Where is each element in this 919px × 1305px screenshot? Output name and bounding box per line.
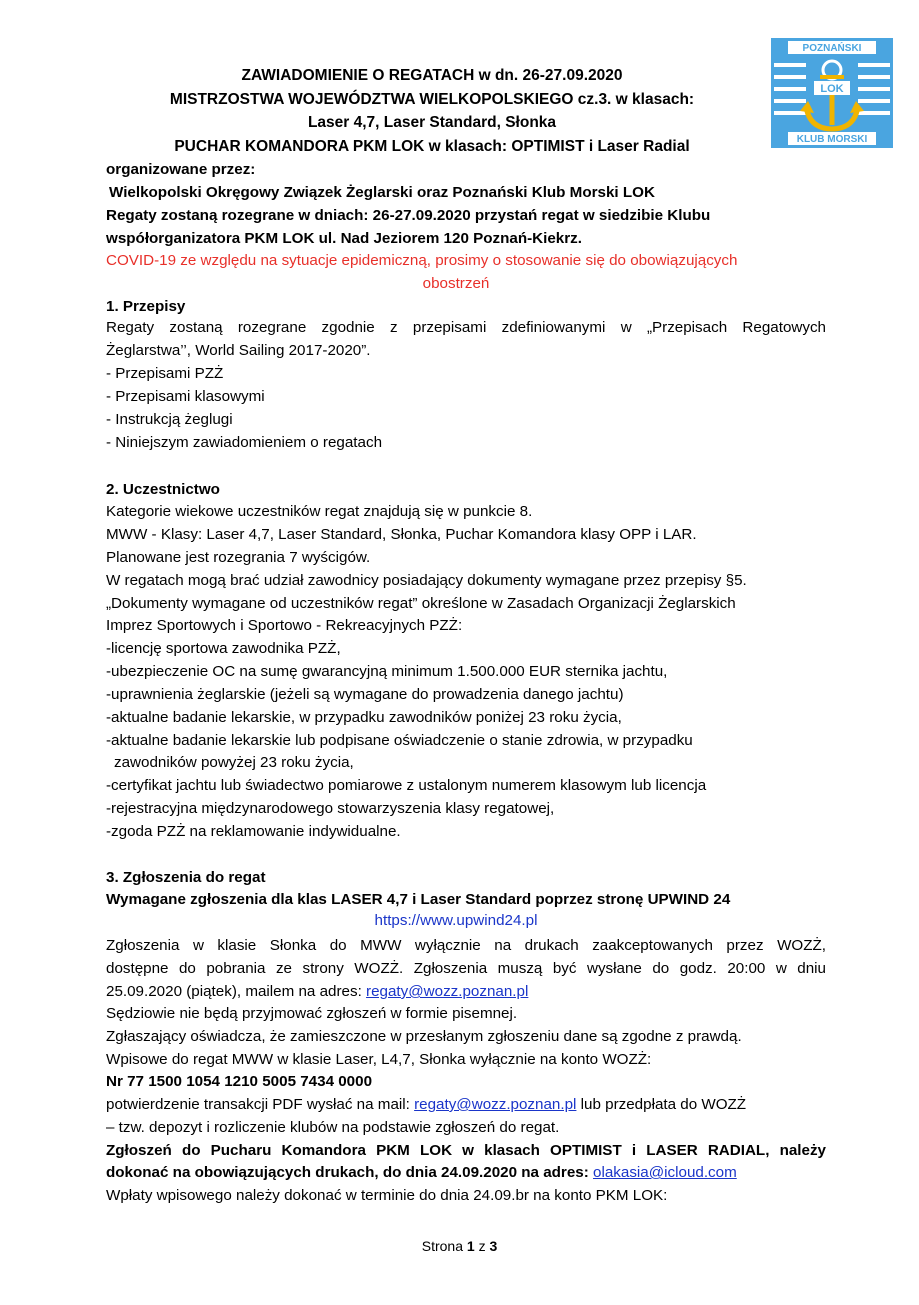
document-item: -licencję sportowa zawodnika PZŻ, (106, 640, 341, 657)
intro-organized-by: organizowane przez: (106, 161, 256, 178)
section-3-line: Wpłaty wpisowego należy dokonać w terminie do dnia 24.09.br na konto PKM LOK: (106, 1187, 668, 1204)
upwind-link[interactable]: https://www.upwind24.pl (374, 912, 538, 929)
section-2-line: MWW - Klasy: Laser 4,7, Laser Standard, Słonka, Puchar Komandora klasy OPP i LAR. (106, 526, 697, 543)
document-item-cont: zawodników powyżej 23 roku życia, (114, 754, 354, 771)
footer-page: 1 (466, 1238, 475, 1254)
document-item: -ubezpieczenie OC na sumę gwarancyjną minimum 1.500.000 EUR sternika jachtu, (106, 663, 668, 680)
logo-center-text: LOK (820, 83, 844, 95)
section-2-line: Imprez Sportowych i Sportowo - Rekreacyjnych PZŻ: (106, 617, 463, 634)
document-item: -uprawnienia żeglarskie (jeżeli są wymagane do prowadzenia danego jachtu) (106, 686, 624, 703)
section-3-para: dostępne do pobrania ze strony WOZŻ. Zgłoszenia muszą być wysłane do godz. 20:00 w dniu (106, 960, 826, 977)
section-3-upwind: Wymagane zgłoszenia dla klas LASER 4,7 i Laser Standard poprzez stronę UPWIND 24 (106, 891, 731, 908)
intro-location: współorganizatora PKM LOK ul. Nad Jeziorem 120 Poznań-Kiekrz. (106, 230, 582, 247)
section-2-line: „Dokumenty wymagane od uczestników regat” określone w Zasadach Organizacji Żeglarskich (106, 595, 736, 612)
cup-entries-text: dokonać na obowiązujących drukach, do dnia 24.09.2020 na adres: (106, 1164, 594, 1181)
rule-item: - Instrukcją żeglugi (106, 411, 233, 428)
footer-label: Strona (421, 1238, 463, 1254)
email-link[interactable]: olakasia@icloud.com (593, 1164, 737, 1181)
footer-total: 3 (489, 1238, 498, 1254)
section-3-line: – tzw. depozyt i rozliczenie klubów na podstawie zgłoszeń do regat. (106, 1119, 560, 1136)
section-2-line: W regatach mogą brać udział zawodnicy posiadający dokumenty wymagane przez przepisy §5. (106, 572, 747, 589)
document-item: -rejestracyjna międzynarodowego stowarzyszenia klasy regatowej, (106, 800, 555, 817)
section-3-para: Zgłoszenia w klasie Słonka do MWW wyłącznie na drukach zaakceptowanych przez WOZŻ, (106, 937, 826, 954)
document-item: -aktualne badanie lekarskie lub podpisane oświadczenie o stanie zdrowia, w przypadku (106, 732, 693, 749)
document-item: -zgoda PZŻ na reklamowanie indywidualne. (106, 823, 401, 840)
document-item: -certyfikat jachtu lub świadectwo pomiarowe z ustalonym numerem klasowym lub licencja (106, 777, 707, 794)
section-1-para-cont: Żeglarstwa’’, World Sailing 2017-2020”. (106, 342, 371, 359)
header-classes: Laser 4,7, Laser Standard, Słonka (307, 114, 557, 131)
intro-dates: Regaty zostaną rozegrane w dniach: 26-27.09.2020 przystań regat w siedzibie Klubu (106, 207, 711, 224)
section-3-text: potwierdzenie transakcji PDF wysłać na mail: (106, 1096, 415, 1113)
section-1-title: 1. Przepisy (106, 298, 186, 315)
footer-sep: z (478, 1238, 486, 1254)
section-3-line: Sędziowie nie będą przyjmować zgłoszeń w formie pisemnej. (106, 1005, 518, 1022)
intro-organizers: Wielkopolski Okręgowy Związek Żeglarski oraz Poznański Klub Morski LOK (109, 184, 655, 201)
rule-item: - Przepisami PZŻ (106, 365, 224, 382)
section-3-title: 3. Zgłoszenia do regat (106, 869, 266, 886)
cup-entries: Zgłoszeń do Pucharu Komandora PKM LOK w klasach OPTIMIST i LASER RADIAL, należy (106, 1142, 826, 1159)
header-subtitle: MISTRZOSTWA WOJEWÓDZTWA WIELKOPOLSKIEGO cz.3. w klasach: (169, 91, 695, 108)
section-2-line: Planowane jest rozegrania 7 wyścigów. (106, 549, 371, 566)
email-link[interactable]: regaty@wozz.poznan.pl (414, 1096, 577, 1113)
section-3-para-text: 25.09.2020 (piątek), mailem na adres: (106, 983, 367, 1000)
section-3-line: Zgłaszający oświadcza, że zamieszczone w przesłanym zgłoszeniu dane są zgodne z prawdą. (106, 1028, 742, 1045)
section-3-text: lub przedpłata do WOZŻ (576, 1096, 747, 1113)
section-2-line: Kategorie wiekowe uczestników regat znajdują się w punkcie 8. (106, 503, 533, 520)
section-2-title: 2. Uczestnictwo (106, 481, 220, 498)
cup-entries-cont (106, 1163, 737, 1183)
section-1-para: Regaty zostaną rozegrane zgodnie z przepisami zdefiniowanymi w „Przepisach Regatowych (106, 319, 826, 336)
rule-item: - Przepisami klasowymi (106, 388, 265, 405)
page-footer (0, 1238, 919, 1254)
rule-item: - Niniejszym zawiadomieniem o regatach (106, 434, 383, 451)
covid-notice: COVID-19 ze względu na sytuacje epidemiczną, prosimy o stosowanie się do obowiązujących (106, 252, 738, 269)
logo-top-text: POZNAŃSKI (802, 43, 862, 54)
section-3-para (106, 982, 528, 1002)
document-item: -aktualne badanie lekarskie, w przypadku zawodników poniżej 23 roku życia, (106, 709, 622, 726)
logo-bottom-text: KLUB MORSKI (796, 134, 868, 145)
section-3-line: Wpisowe do regat MWW w klasie Laser, L4,7, Słonka wyłącznie na konto WOZŻ: (106, 1051, 652, 1068)
email-link[interactable]: regaty@wozz.poznan.pl (366, 983, 529, 1000)
header-title: ZAWIADOMIENIE O REGATACH w dn. 26-27.09.2020 (241, 67, 623, 84)
club-logo (770, 37, 894, 149)
covid-notice-cont: obostrzeń (422, 275, 490, 292)
section-3-line (106, 1095, 746, 1115)
bank-account: Nr 77 1500 1054 1210 5005 7434 0000 (106, 1073, 373, 1090)
header-cup: PUCHAR KOMANDORA PKM LOK w klasach: OPTIMIST i Laser Radial (174, 138, 690, 155)
